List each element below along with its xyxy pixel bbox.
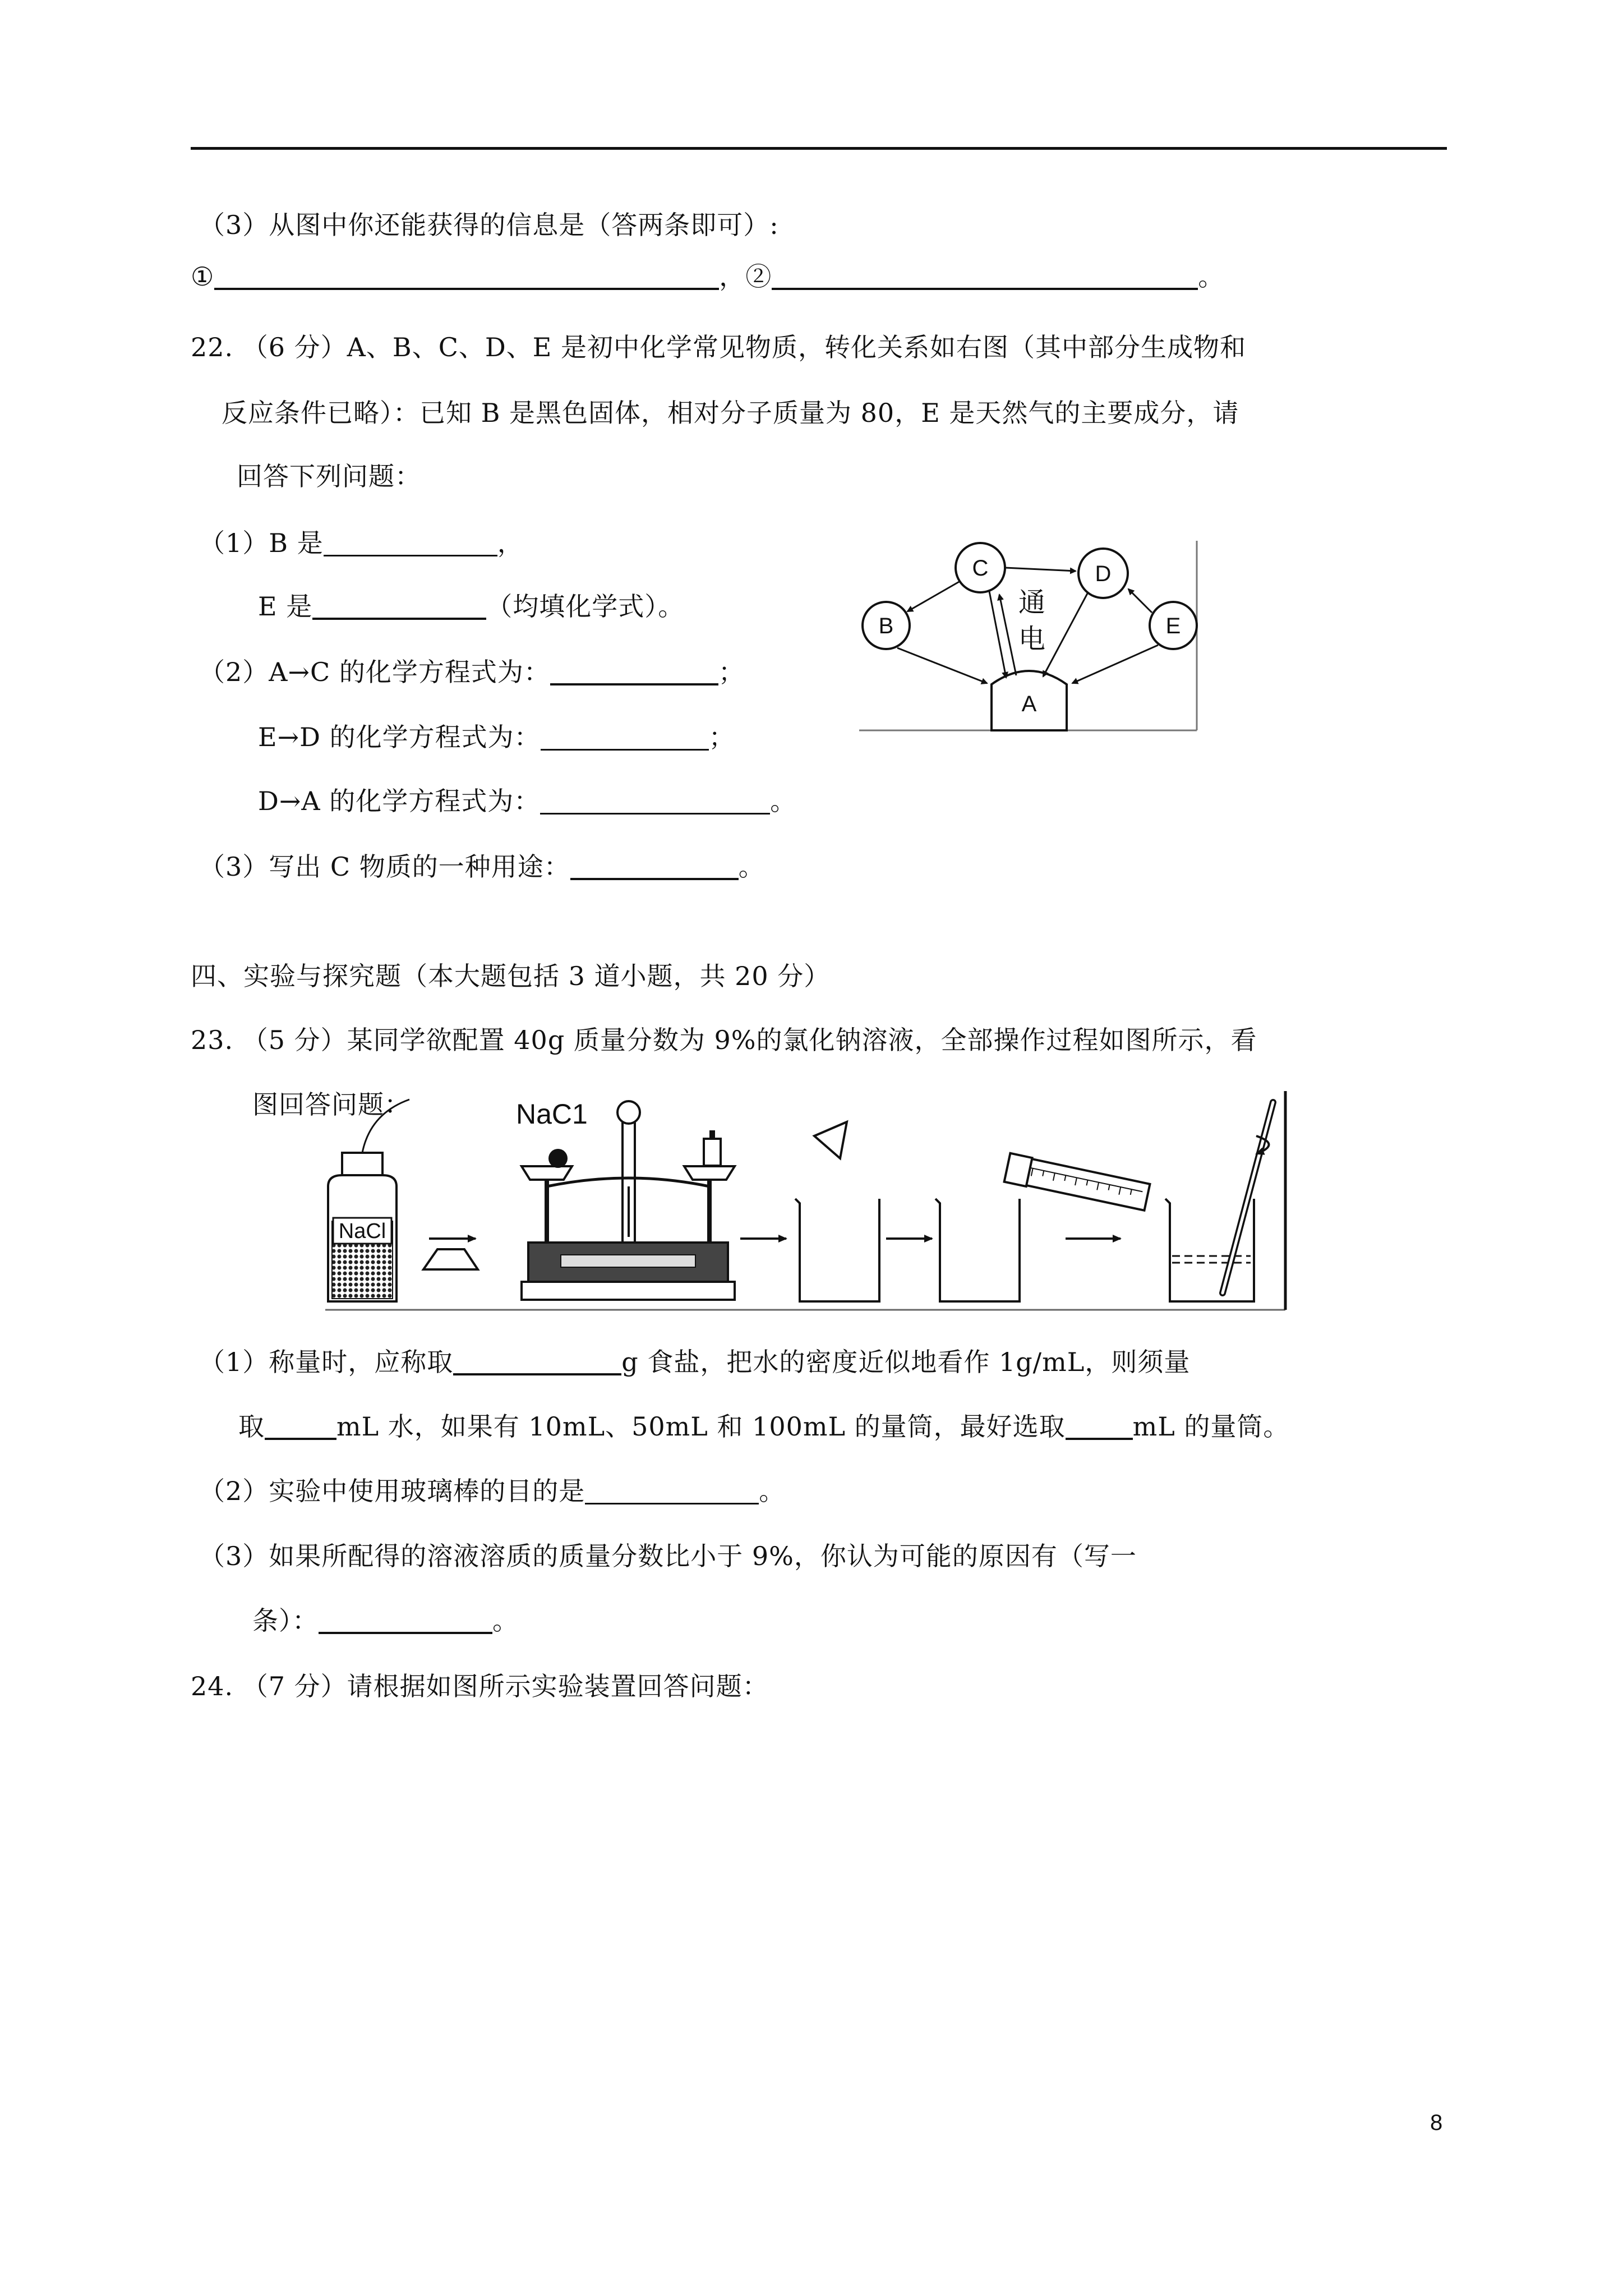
q23-part3b-label: 条）： xyxy=(252,1605,319,1636)
q22-blank-use[interactable] xyxy=(570,854,739,880)
q23-part2-label: （2）实验中使用玻璃棒的目的是 xyxy=(199,1476,585,1506)
q22-part2b-end: ； xyxy=(708,722,735,752)
q22-part2b xyxy=(258,724,735,751)
q23-part3a: （3）如果所配得的溶液溶质的质量分数比小于 9%，你认为可能的原因有（写一 xyxy=(199,1541,1137,1571)
q23-blank-cylinder[interactable] xyxy=(1066,1414,1133,1440)
q22-part2b-label: E→D 的化学方程式为： xyxy=(258,722,541,752)
arrow-d-to-a xyxy=(1043,592,1088,677)
q22-blank-da[interactable] xyxy=(540,789,770,815)
q22-part1b-end: （均填化学式）。 xyxy=(486,591,685,622)
q23-part2-end: 。 xyxy=(759,1476,786,1506)
weighing-paper xyxy=(423,1249,478,1269)
q22-blank-ac[interactable] xyxy=(550,660,718,685)
q22-part2a-end: ； xyxy=(718,657,745,687)
q23-part1b-mid: mL 水，如果有 10mL、50mL 和 100mL 的量筒，最好选取 xyxy=(336,1411,1066,1442)
node-a-label: A xyxy=(1021,692,1037,716)
beaker-1 xyxy=(795,1199,879,1301)
q22-part2a-label: （2）A→C 的化学方程式为： xyxy=(199,657,550,687)
node-b-label: B xyxy=(878,614,894,638)
paper-pour xyxy=(814,1122,847,1158)
arrow-c-to-a xyxy=(989,591,1006,678)
node-c-label: C xyxy=(972,556,989,581)
q22-transformation-diagram xyxy=(852,533,1206,735)
q23-part1a-mid: g 食盐，把水的密度近似地看作 1g/mL，则须量 xyxy=(621,1347,1191,1377)
q22-part2a xyxy=(199,659,745,685)
q23-part2 xyxy=(199,1478,785,1504)
q22-blank-ed[interactable] xyxy=(541,725,709,751)
arrow-e-to-a xyxy=(1072,645,1158,683)
balance xyxy=(516,1098,735,1300)
q22-part1b-label: E 是 xyxy=(258,591,313,622)
q21-part3: （3）从图中你还能获得的信息是（答两条即可）: xyxy=(199,210,779,240)
q23-part1b-label: 取 xyxy=(238,1411,265,1442)
arrow-e-to-d xyxy=(1128,589,1152,613)
q23-experiment-figure xyxy=(325,1091,1295,1315)
q21-blank-1[interactable] xyxy=(214,264,719,290)
graduated-cylinder xyxy=(1004,1153,1150,1212)
q22-line-2: 反应条件已略）：已知 B 是黑色固体，相对分子质量为 80，E 是天然气的主要成分，请 xyxy=(222,398,1239,428)
arrow-c-to-b xyxy=(907,581,960,611)
arrow-a-to-c xyxy=(999,595,1016,675)
q21-marker-2: ，② xyxy=(719,261,772,292)
q22-part1b xyxy=(258,593,684,620)
q23-part1b xyxy=(238,1411,1290,1442)
section-4-heading: 四、实验与探究题（本大题包括 3 道小题，共 20 分） xyxy=(191,961,831,991)
header-rule xyxy=(191,147,1447,150)
q21-end: 。 xyxy=(1198,261,1225,292)
q21-answer-line xyxy=(191,261,1225,292)
q22-blank-b[interactable] xyxy=(324,531,497,556)
q23-part3b-end: 。 xyxy=(492,1605,519,1636)
q23-line-1: 23. （5 分）某同学欲配置 40g 质量分数为 9%的氯化钠溶液，全部操作过程如图所示，看 xyxy=(191,1025,1257,1055)
q22-part1a-label: （1）B 是 xyxy=(199,528,324,558)
q23-part1b-end: mL 的量筒。 xyxy=(1132,1411,1290,1442)
electrolysis-label-1: 通 xyxy=(1018,588,1046,618)
q22-part2c-label: D→A 的化学方程式为： xyxy=(258,786,541,816)
q22-part1a xyxy=(199,530,524,556)
node-e-label: E xyxy=(1165,614,1181,638)
q22-blank-e[interactable] xyxy=(312,594,486,620)
q22-line-1: 22. （6 分）A、B、C、D、E 是初中化学常见物质，转化关系如右图（其中部分生成物和 xyxy=(191,332,1246,362)
q22-part2c-end: 。 xyxy=(770,786,797,816)
q23-part1a-label: （1）称量时，应称取 xyxy=(199,1347,454,1377)
arrow-c-to-d xyxy=(1005,568,1076,571)
q23-part1a xyxy=(199,1349,1190,1375)
q21-marker-1: ① xyxy=(191,261,215,292)
q22-line-3: 回答下列问题： xyxy=(237,461,421,491)
q23-line-2: 图回答问题： xyxy=(252,1089,411,1120)
reagent-bottle xyxy=(328,1099,409,1301)
beaker-3-stirring xyxy=(1165,1102,1273,1301)
electrolysis-label-2: 电 xyxy=(1018,624,1046,654)
q22-part2c xyxy=(258,788,796,815)
node-d-label: D xyxy=(1095,562,1112,586)
q22-part3-label: （3）写出 C 物质的一种用途： xyxy=(199,852,570,882)
arrow-b-to-a xyxy=(897,648,987,683)
q22-part1a-end: ， xyxy=(497,528,524,558)
q22-part3 xyxy=(199,854,765,880)
q24-line-1: 24. （7 分）请根据如图所示实验装置回答问题： xyxy=(191,1671,769,1701)
q21-blank-2[interactable] xyxy=(772,264,1198,290)
bottle-label: NaCl xyxy=(338,1220,386,1243)
q23-blank-reason[interactable] xyxy=(319,1608,492,1634)
balance-nacl-label: NaC1 xyxy=(516,1098,588,1130)
q22-part3-end: 。 xyxy=(738,852,765,882)
beaker-2 xyxy=(935,1199,1020,1301)
q23-part3b xyxy=(252,1605,519,1636)
page-number: 8 xyxy=(1430,2110,1443,2135)
q23-blank-water[interactable] xyxy=(265,1414,336,1440)
q23-blank-rod[interactable] xyxy=(585,1479,759,1504)
q23-blank-salt[interactable] xyxy=(453,1350,621,1375)
